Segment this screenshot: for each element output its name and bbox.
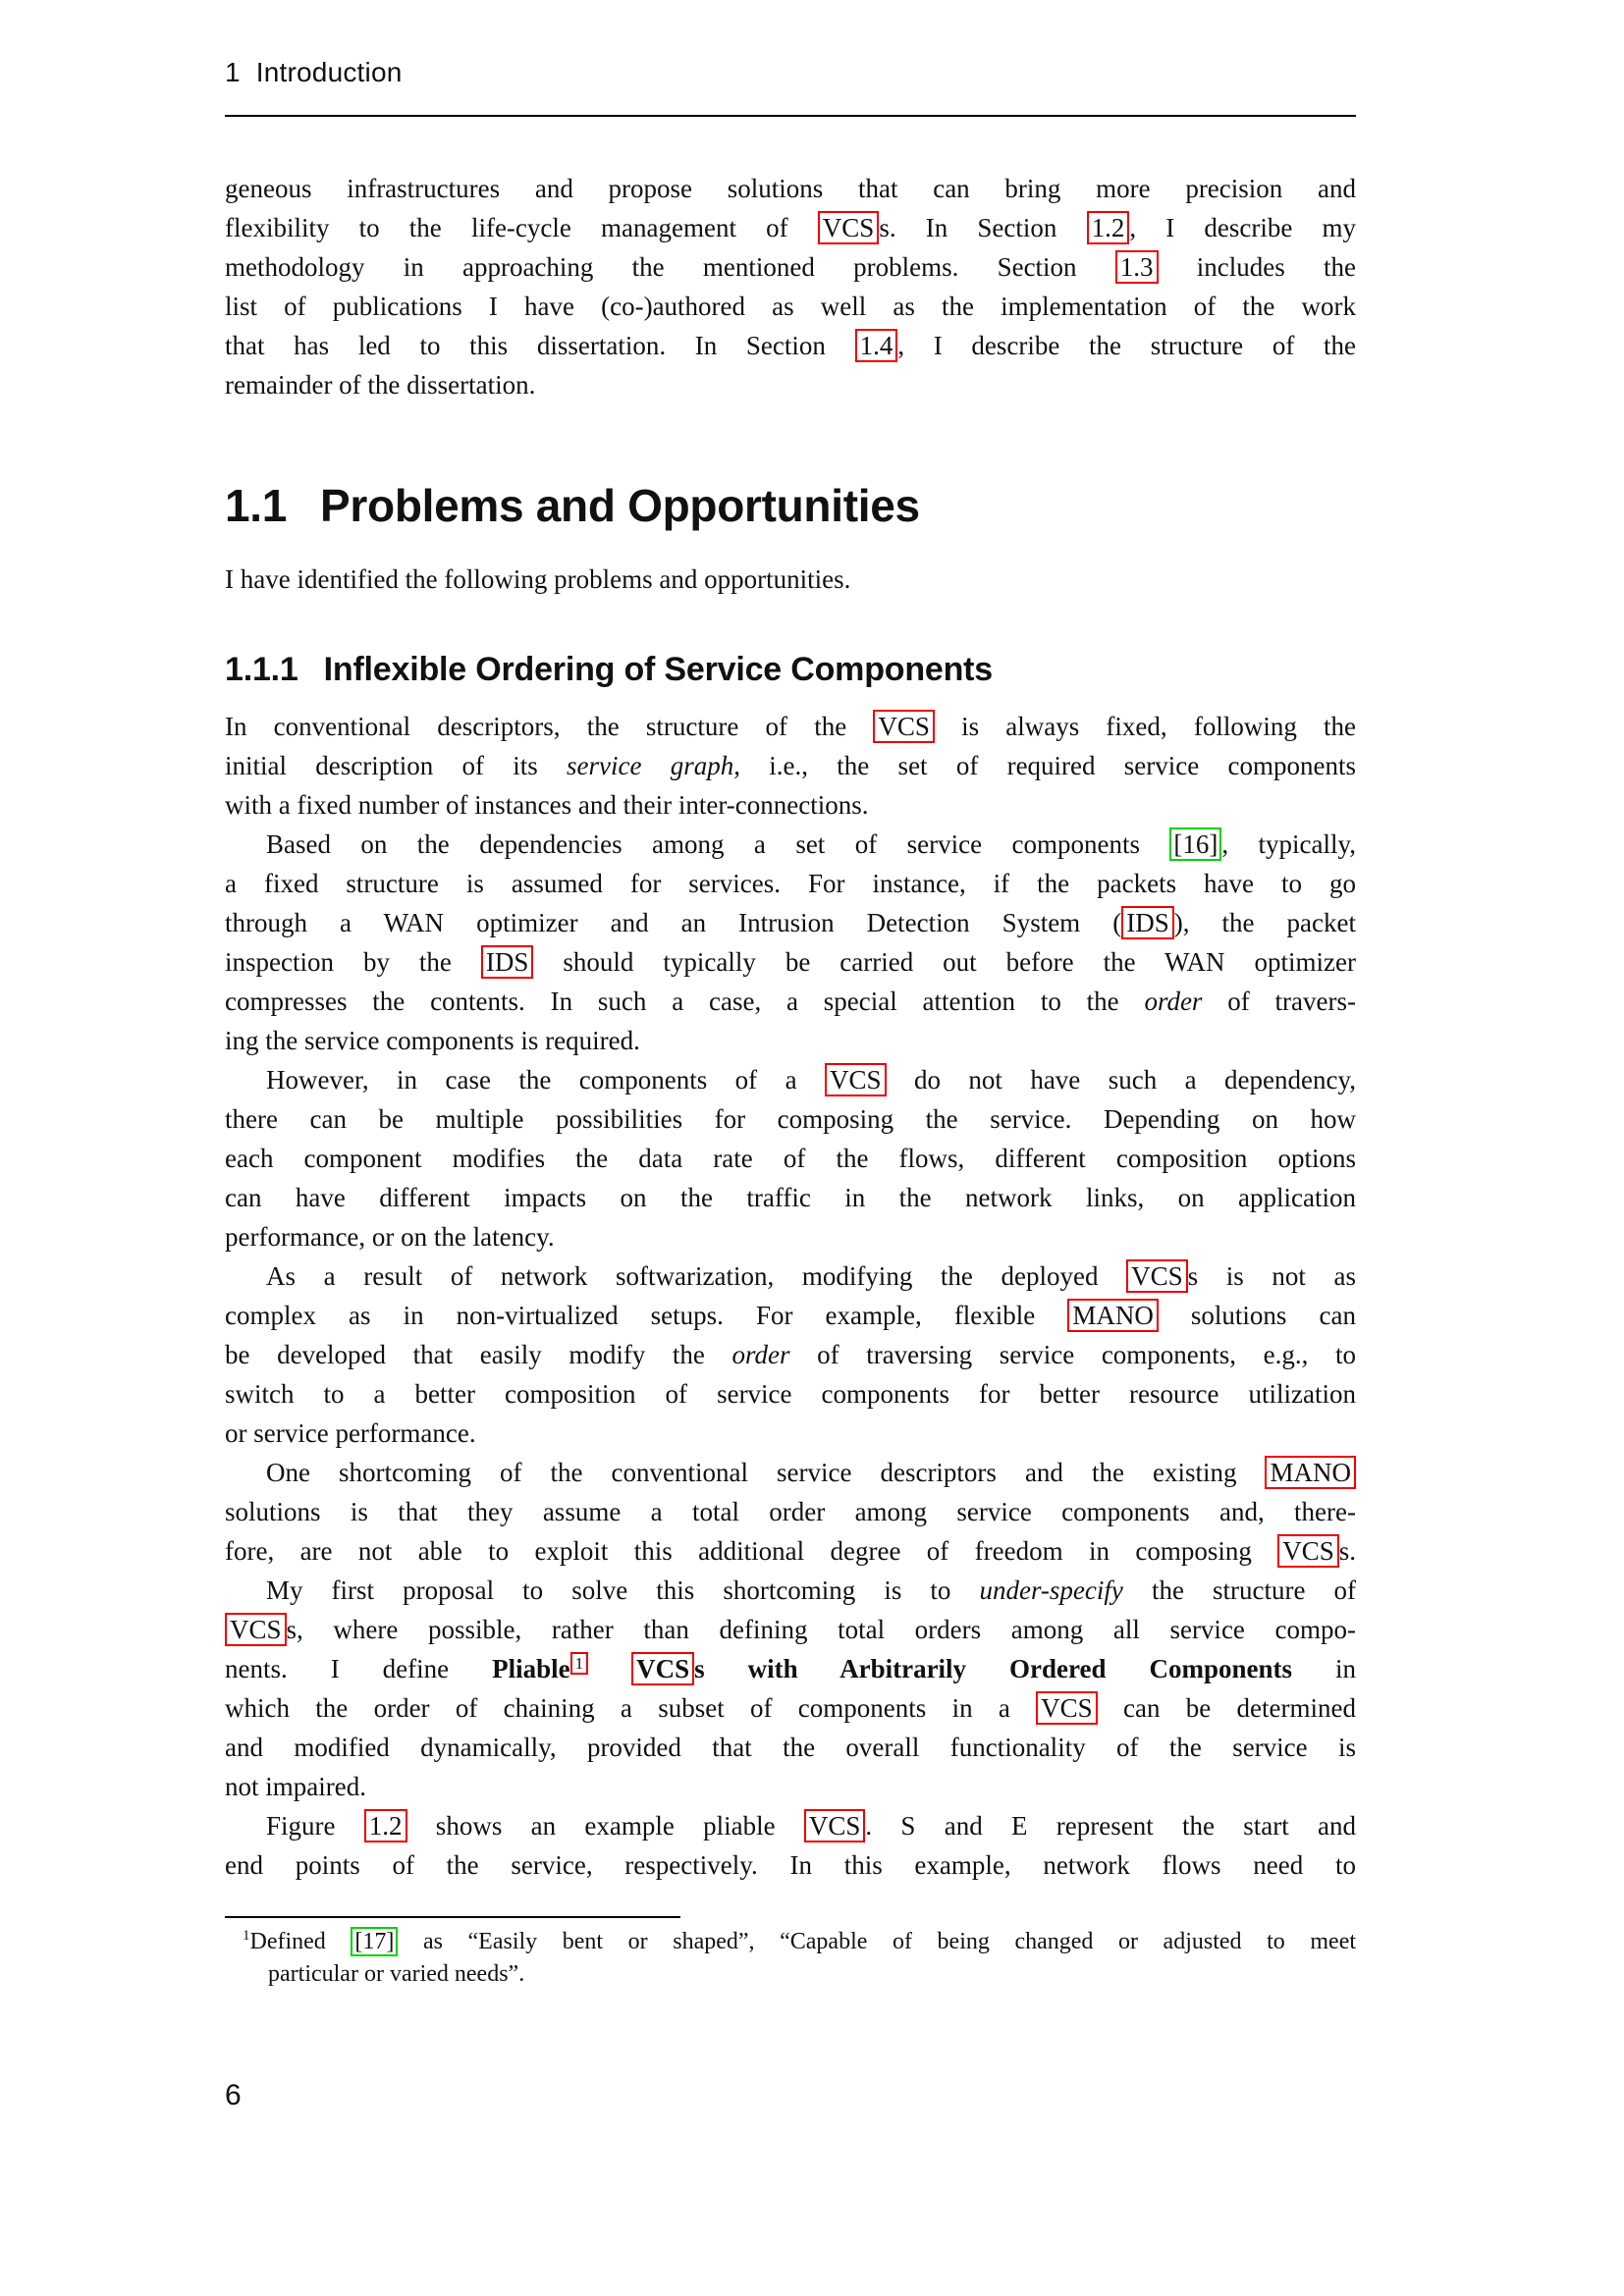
text-line: with a fixed number of instances and their inter-connections. (225, 790, 869, 820)
running-header (225, 57, 1356, 88)
internal-ref-link[interactable]: VCS (225, 1613, 287, 1646)
paragraph-indent (225, 1980, 268, 1981)
text-line: ing the service components is required. (225, 1026, 640, 1055)
footnote-marker: 1 (243, 1928, 250, 1944)
text-line: geneous infrastructures and propose solutions that can bring more precision and (225, 174, 1356, 203)
internal-ref-link[interactable]: 1.3 (1115, 250, 1159, 284)
internal-ref-link[interactable]: VCS (631, 1652, 694, 1685)
text-line: compresses the contents. In such a case, a special attention to the order of travers- (225, 987, 1356, 1016)
section-number: 1.1 (225, 480, 288, 531)
chapter-number: 1 (225, 57, 241, 87)
internal-ref-link[interactable]: 1.2 (364, 1809, 407, 1842)
paragraph-indent (225, 1948, 243, 1949)
subsection-heading-1-1-1 (225, 651, 993, 689)
internal-ref-link[interactable]: VCS (1126, 1259, 1188, 1293)
subsection-title: Inflexible Ordering of Service Components (323, 651, 994, 688)
text-line: list of publications I have (co-)authored as well as the implementation of the work (225, 292, 1356, 321)
text-line: that has led to this dissertation. In Section 1.4 , I describe the structure of the (225, 331, 1356, 360)
paragraph-continuation (225, 169, 1356, 404)
text-line: end points of the service, respectively. In this example, network flows need to (225, 1850, 1356, 1880)
text-line: methodology in approaching the mentioned problems. Section 1.3 includes the (225, 252, 1356, 282)
text-line: a fixed structure is assumed for services. For instance, if the packets have to go (225, 869, 1356, 898)
body-text (225, 707, 1356, 1885)
text-line: solutions is that they assume a total order among service components and, there- (225, 1497, 1356, 1526)
text-line: be developed that easily modify the order of traversing service components, e.g., to (225, 1340, 1356, 1369)
footnote-rule (225, 1916, 680, 1918)
internal-ref-link[interactable]: VCS (804, 1809, 866, 1842)
text-line: My first proposal to solve this shortcoming is to under-specify the structure of (225, 1571, 1356, 1610)
subsection-number: 1.1.1 (225, 651, 298, 688)
text-line: through a WAN optimizer and an Intrusion Detection System ( IDS ), the packet (225, 908, 1356, 937)
text-line: there can be multiple possibilities for composing the service. Depending on how (225, 1104, 1356, 1134)
internal-ref-link[interactable]: VCS (873, 710, 935, 743)
paragraph-indent (225, 852, 266, 853)
bold-text: s with Arbitrarily Ordered Components (694, 1654, 1293, 1683)
text-line: However, in case the components of a VCS do not have such a dependency, (225, 1060, 1356, 1099)
emphasis-text: order (1144, 987, 1203, 1016)
text-line: performance, or on the latency. (225, 1222, 555, 1252)
text-line: remainder of the dissertation. (225, 370, 536, 400)
page-number: 6 (225, 2079, 242, 2111)
text-line: and modified dynamically, provided that the overall functionality of the service is (225, 1733, 1356, 1762)
internal-ref-link[interactable]: MANO (1067, 1299, 1159, 1332)
internal-ref-link[interactable]: 1.2 (1087, 211, 1130, 244)
intro-sentence: I have identified the following problems and opportunities. (225, 564, 851, 594)
text-line: $^1$Defined [17] as “Easily bent or shaped”, “Capable of being changed or adjusted to meet (225, 1926, 1356, 1958)
text-line: initial description of its service graph, i.e., the set of required service components (225, 751, 1356, 780)
emphasis-text: order (731, 1340, 790, 1369)
emphasis-text: under-specify (979, 1575, 1123, 1605)
text-line: each component modifies the data rate of the flows, different composition options (225, 1144, 1356, 1173)
internal-ref-link[interactable]: 1 (570, 1652, 589, 1675)
paragraph-indent (225, 1284, 266, 1285)
paragraph-indent (225, 1834, 266, 1835)
text-line: inspection by the IDS should typically be carried out before the WAN optimizer (225, 947, 1356, 977)
header-rule (225, 115, 1356, 117)
internal-ref-link[interactable]: VCS (825, 1063, 887, 1096)
internal-ref-link[interactable]: VCS (1036, 1691, 1098, 1725)
paragraph-indent (225, 1480, 266, 1481)
section-title: Problems and Opportunities (320, 480, 920, 531)
text-line: fore, are not able to exploit this additional degree of freedom in composing VCS s. (225, 1536, 1356, 1566)
internal-ref-link[interactable]: IDS (481, 945, 534, 979)
text-line: can have different impacts on the traffic in the network links, on application (225, 1183, 1356, 1212)
internal-ref-link[interactable]: VCS (818, 211, 880, 244)
internal-ref-link[interactable]: IDS (1121, 906, 1174, 939)
text-line: flexibility to the life-cycle management of VCS s. In Section 1.2 , I describe my (225, 213, 1356, 242)
emphasis-text: service graph (567, 751, 734, 780)
text-line: or service performance. (225, 1418, 476, 1448)
internal-ref-link[interactable]: 1.4 (855, 329, 898, 362)
text-line: not impaired. (225, 1772, 366, 1801)
citation-link[interactable]: [17] (351, 1927, 398, 1956)
text-line: nents. I define Pliable $^1$ VCS s with Arbitrarily Ordered Components in (225, 1654, 1356, 1683)
text-line: which the order of chaining a subset of components in a VCS can be determined (225, 1693, 1356, 1723)
paragraph-indent (225, 1088, 266, 1089)
citation-link[interactable]: [16] (1169, 828, 1221, 861)
footnote (225, 1926, 1356, 1991)
internal-ref-link[interactable]: MANO (1265, 1456, 1356, 1489)
text-line: VCS s, where possible, rather than defining total orders among all service compo- (225, 1610, 1356, 1649)
internal-ref-link[interactable]: VCS (1277, 1534, 1339, 1568)
chapter-title: Introduction (255, 57, 403, 87)
paragraph-indent (225, 1598, 266, 1599)
section-heading-1-1 (225, 479, 920, 532)
text-line: One shortcoming of the conventional service descriptors and the existing MANO (225, 1453, 1356, 1492)
text-line: Based on the dependencies among a set of service components [16] , typically, (225, 825, 1356, 864)
text-line: As a result of network softwarization, modifying the deployed VCS s is not as (225, 1256, 1356, 1296)
text-line: switch to a better composition of service components for better resource utilization (225, 1379, 1356, 1409)
text-line: Figure 1.2 shows an example pliable VCS . S and E represent the start and (225, 1806, 1356, 1845)
bold-text: Pliable (492, 1654, 570, 1683)
text-line: complex as in non-virtualized setups. For example, flexible MANO solutions can (225, 1301, 1356, 1330)
text-line: In conventional descriptors, the structure of the VCS is always fixed, following the (225, 712, 1356, 741)
text-line: particular or varied needs”. (225, 1958, 1356, 1991)
